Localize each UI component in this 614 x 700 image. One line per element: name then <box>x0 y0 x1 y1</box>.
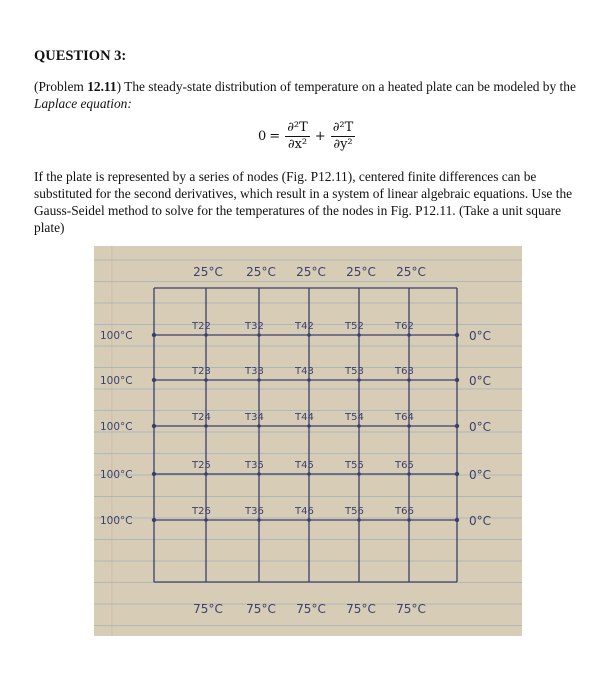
node-label: T56 <box>345 506 364 517</box>
laplace-equation <box>258 121 357 152</box>
node-label: T54 <box>345 412 364 423</box>
node-label: T66 <box>395 506 414 517</box>
left-boundary-label: 100°C <box>100 330 133 342</box>
interior-node-dot <box>204 378 208 382</box>
grid-figure <box>94 246 522 636</box>
bottom-boundary-label: 75°C <box>246 602 276 616</box>
equation-lhs: 0 <box>258 129 267 144</box>
node-label: T44 <box>295 412 314 423</box>
node-label: T42 <box>295 321 314 332</box>
left-boundary-label: 100°C <box>100 375 133 387</box>
node-label: T23 <box>192 366 211 377</box>
term1-denominator: ∂x² <box>287 137 308 152</box>
boundary-node-dot <box>455 378 459 382</box>
node-label: T35 <box>245 460 264 471</box>
node-label: T33 <box>245 366 264 377</box>
term1-numerator: ∂²T <box>287 120 308 135</box>
right-boundary-label: 0°C <box>469 374 492 388</box>
boundary-node-dot <box>455 472 459 476</box>
term2-numerator: ∂²T <box>332 120 354 135</box>
interior-node-dot <box>257 333 261 337</box>
bottom-boundary-label: 75°C <box>346 602 376 616</box>
interior-node-dot <box>257 378 261 382</box>
top-boundary-label: 25°C <box>346 265 376 279</box>
node-label: T22 <box>192 321 211 332</box>
intro-prefix: (Problem <box>34 79 88 94</box>
problem-number: 12.11 <box>87 79 117 94</box>
interior-node-dot <box>407 472 411 476</box>
interior-node-dot <box>307 424 311 428</box>
left-boundary-label: 100°C <box>100 515 133 527</box>
problem-intro <box>34 78 582 112</box>
bottom-boundary-label: 75°C <box>296 602 326 616</box>
left-boundary-label: 100°C <box>100 421 133 433</box>
interior-node-dot <box>407 378 411 382</box>
top-boundary-label: 25°C <box>246 265 276 279</box>
node-label: T52 <box>345 321 364 332</box>
interior-node-dot <box>357 472 361 476</box>
boundary-node-dot <box>455 333 459 337</box>
d2t-dx2-fraction <box>285 121 310 152</box>
top-boundary-label: 25°C <box>396 265 426 279</box>
right-boundary-label: 0°C <box>469 329 492 343</box>
interior-node-dot <box>307 518 311 522</box>
problem-body: If the plate is represented by a series of nodes (Fig. P12.11), centered finite differences can be substituted for the second derivatives, which result in a system of linear algebraic equations. Use the Gauss-Seidel method to solve for the temperatures of the nodes in Fig. P12.11. (Take a unit square plate) <box>34 169 573 235</box>
top-boundary-label: 25°C <box>296 265 326 279</box>
right-boundary-label: 0°C <box>469 514 492 528</box>
bottom-boundary-label: 75°C <box>396 602 426 616</box>
interior-node-dot <box>357 518 361 522</box>
top-boundary-label: 25°C <box>193 265 223 279</box>
paper-background <box>94 246 522 636</box>
node-label: T25 <box>192 460 211 471</box>
node-label: T26 <box>192 506 211 517</box>
interior-node-dot <box>204 424 208 428</box>
left-boundary-label: 100°C <box>100 469 133 481</box>
interior-node-dot <box>204 472 208 476</box>
interior-node-dot <box>357 333 361 337</box>
boundary-node-dot <box>152 518 156 522</box>
interior-node-dot <box>307 472 311 476</box>
interior-node-dot <box>407 333 411 337</box>
boundary-node-dot <box>455 424 459 428</box>
interior-node-dot <box>257 472 261 476</box>
node-label: T63 <box>395 366 414 377</box>
term2-denominator: ∂y² <box>333 137 353 152</box>
node-label: T32 <box>245 321 264 332</box>
node-label: T65 <box>395 460 414 471</box>
interior-node-dot <box>357 378 361 382</box>
interior-node-dot <box>204 333 208 337</box>
interior-node-dot <box>257 518 261 522</box>
handwritten-grid-photo <box>94 246 522 636</box>
boundary-node-dot <box>152 333 156 337</box>
interior-node-dot <box>204 518 208 522</box>
node-label: T46 <box>295 506 314 517</box>
node-label: T64 <box>395 412 414 423</box>
interior-node-dot <box>257 424 261 428</box>
question-heading: QUESTION 3: <box>34 48 127 64</box>
boundary-node-dot <box>152 424 156 428</box>
node-label: T24 <box>192 412 211 423</box>
interior-node-dot <box>307 333 311 337</box>
node-label: T34 <box>245 412 264 423</box>
bottom-boundary-label: 75°C <box>193 602 223 616</box>
equation-equals: = <box>269 129 281 144</box>
interior-node-dot <box>407 424 411 428</box>
node-label: T43 <box>295 366 314 377</box>
node-label: T55 <box>345 460 364 471</box>
interior-node-dot <box>407 518 411 522</box>
equation-plus: + <box>314 129 326 144</box>
node-label: T62 <box>395 321 414 332</box>
node-label: T36 <box>245 506 264 517</box>
equation-name: Laplace equation: <box>34 96 132 111</box>
node-label: T45 <box>295 460 314 471</box>
boundary-node-dot <box>455 518 459 522</box>
right-boundary-label: 0°C <box>469 420 492 434</box>
interior-node-dot <box>307 378 311 382</box>
d2t-dy2-fraction <box>331 121 356 152</box>
boundary-node-dot <box>152 378 156 382</box>
boundary-node-dot <box>152 472 156 476</box>
right-boundary-label: 0°C <box>469 468 492 482</box>
intro-text: ) The steady-state distribution of temperature on a heated plate can be modeled by the <box>116 79 576 94</box>
interior-node-dot <box>357 424 361 428</box>
node-label: T53 <box>345 366 364 377</box>
